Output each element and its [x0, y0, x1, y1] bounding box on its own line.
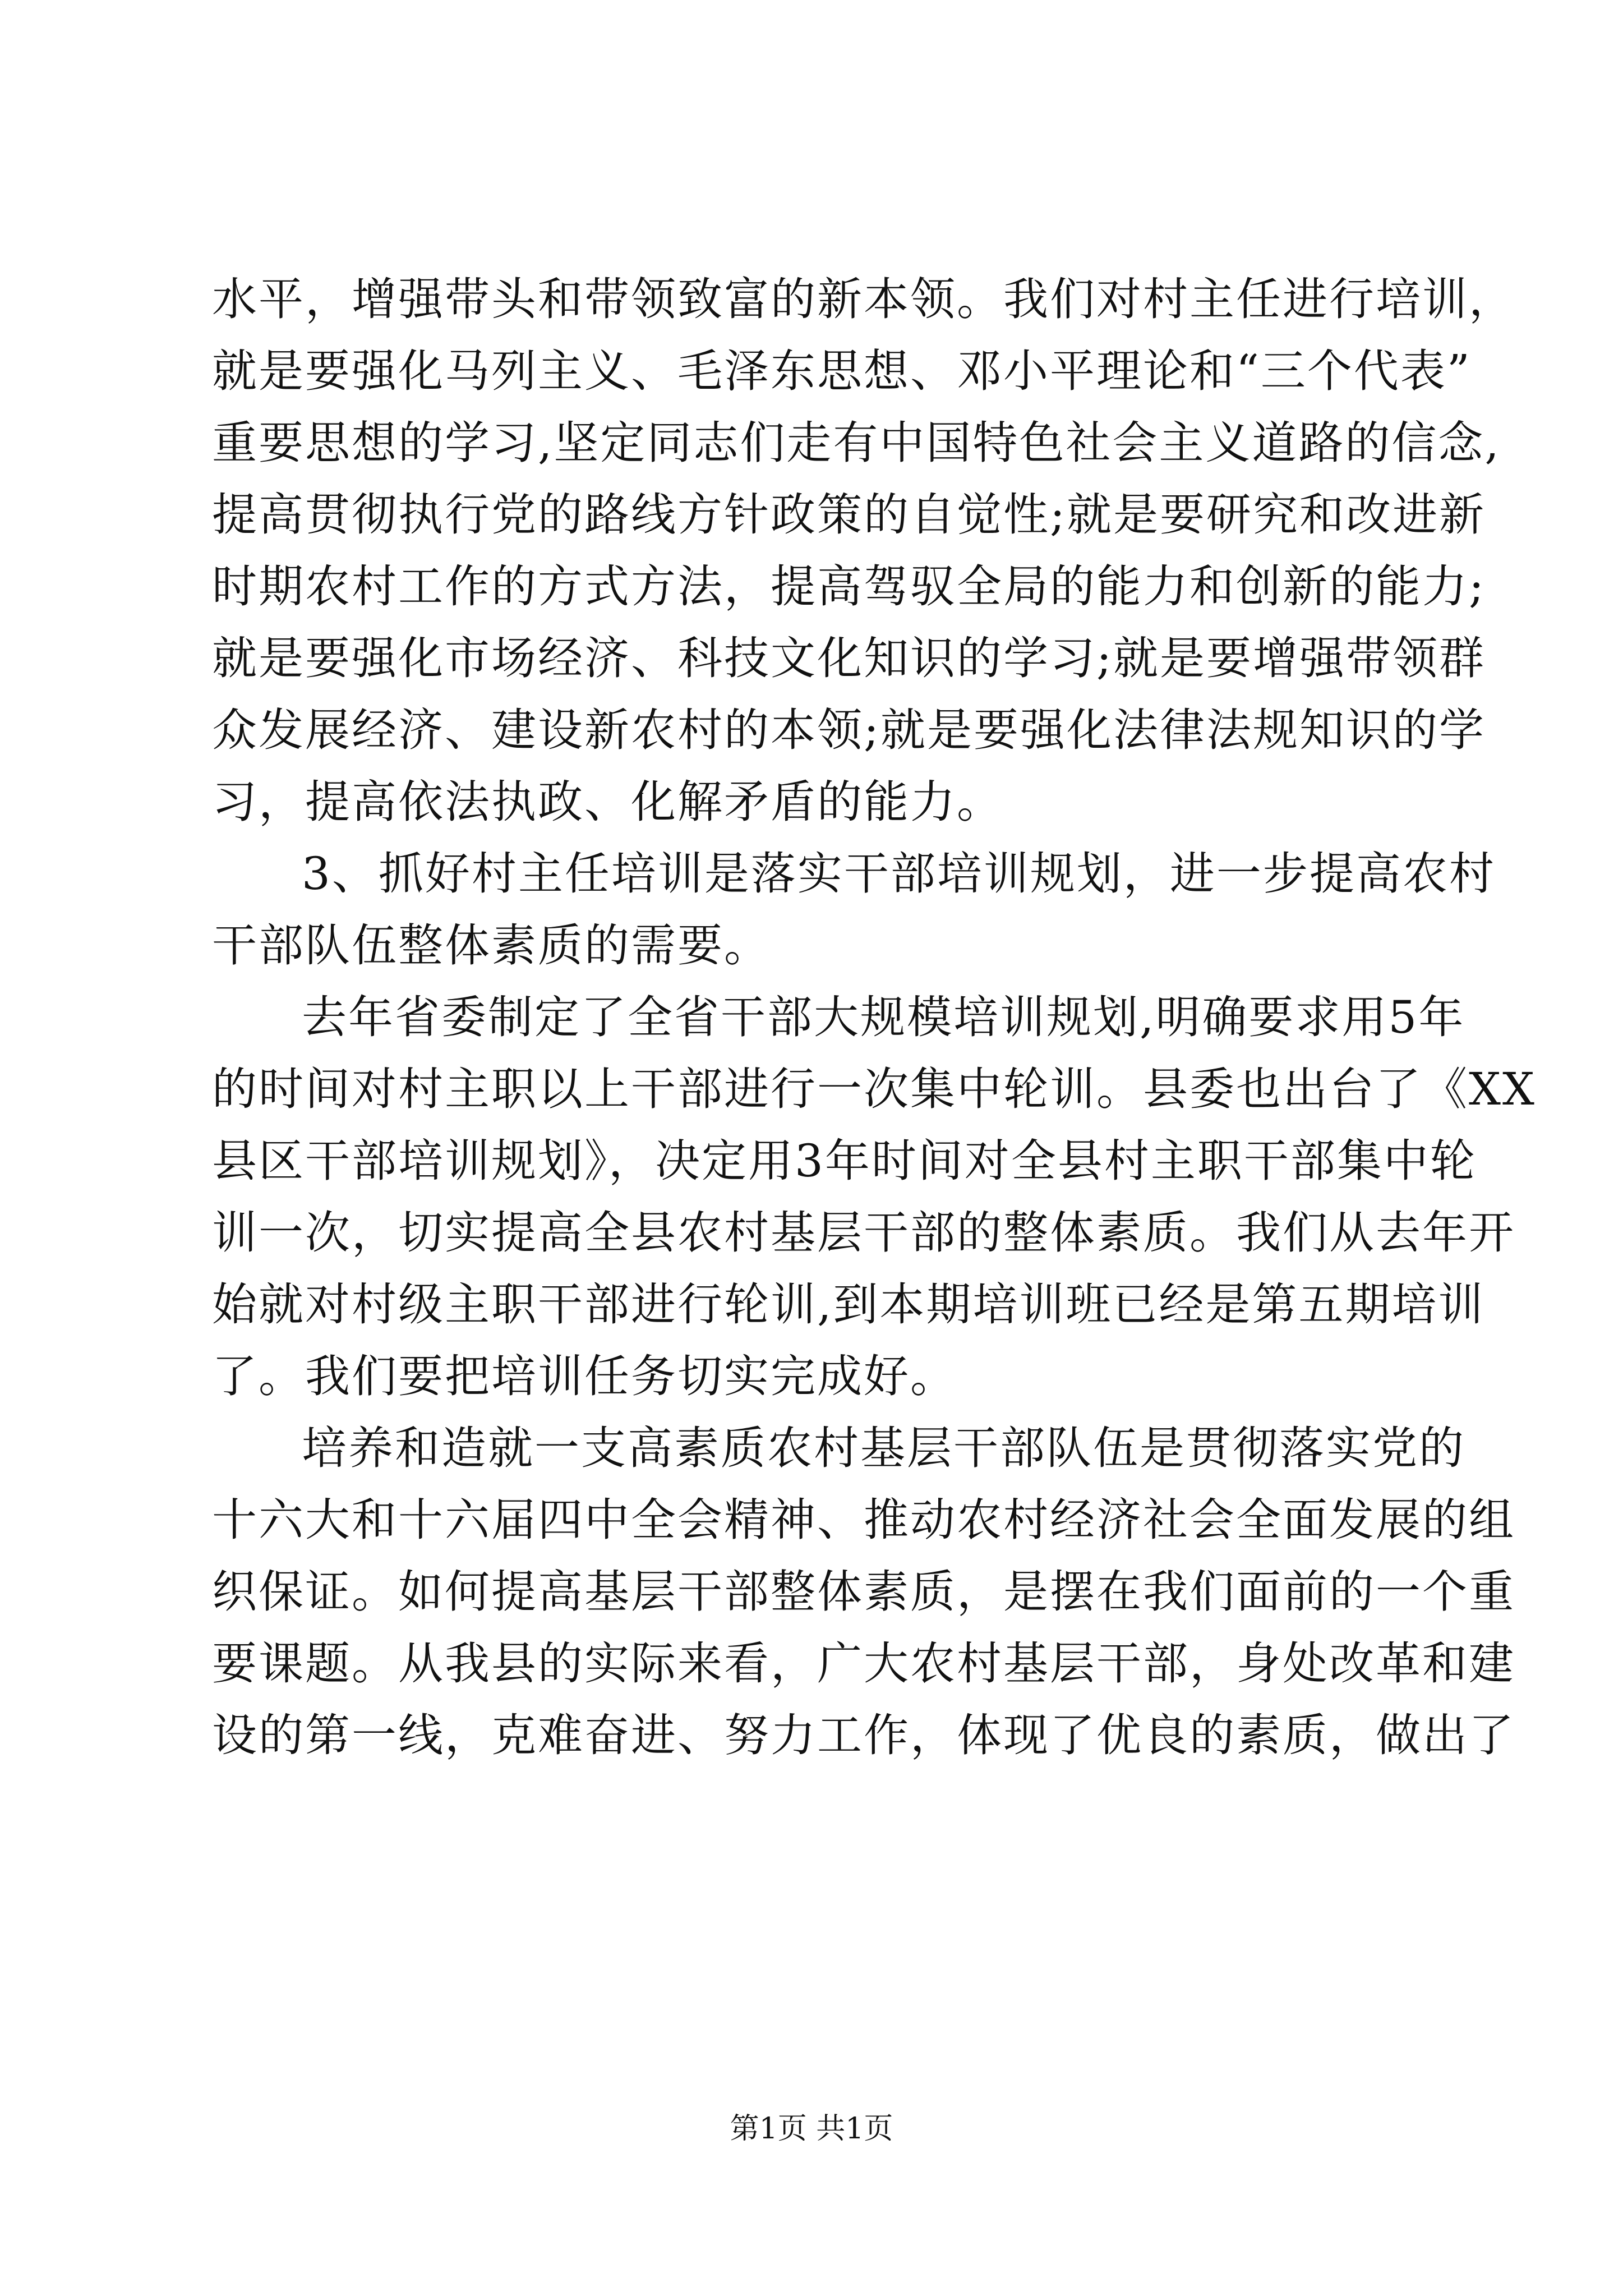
text-line: 提高贯彻执行党的路线方针政策的自觉性;就是要研究和改进新 [212, 489, 1486, 541]
section-heading-line: 3、抓好村主任培训是落实干部培训规划，进一步提高农村 [302, 848, 1496, 900]
text-line: 习，提高依法执政、化解矛盾的能力。 [212, 776, 1003, 828]
text-line: 要课题。从我县的实际来看，广大农村基层干部，身处改革和建 [212, 1637, 1515, 1690]
text-line: 水平，增强带头和带领致富的新本领。我们对村主任进行培训， [212, 273, 1515, 325]
text-line: 去年省委制定了全省干部大规模培训规划,明确要求用5年 [302, 991, 1465, 1043]
section-heading-line: 干部队伍整体素质的需要。 [212, 919, 771, 972]
text-line: 就是要强化市场经济、科技文化知识的学习;就是要增强带领群 [212, 632, 1486, 684]
text-line: 的时间对村主职以上干部进行一次集中轮训。县委也出台了《XX [212, 1063, 1536, 1115]
text-line: 县区干部培训规划》，决定用3年时间对全县村主职干部集中轮 [212, 1135, 1477, 1187]
text-line: 训一次，切实提高全县农村基层干部的整体素质。我们从去年开 [212, 1207, 1515, 1259]
text-line: 织保证。如何提高基层干部整体素质，是摆在我们面前的一个重 [212, 1566, 1515, 1618]
text-line: 培养和造就一支高素质农村基层干部队伍是贯彻落实党的 [302, 1422, 1465, 1474]
text-line: 就是要强化马列主义、毛泽东思想、邓小平理论和“三个代表” [212, 345, 1472, 397]
text-line: 十六大和十六届四中全会精神、推动农村经济社会全面发展的组 [212, 1494, 1515, 1546]
text-line: 设的第一线，克难奋进、努力工作，体现了优良的素质，做出了 [212, 1709, 1515, 1761]
document-body [212, 264, 1536, 1772]
text-line: 了。我们要把培训任务切实完成好。 [212, 1350, 957, 1402]
text-line: 始就对村级主职干部进行轮训,到本期培训班已经是第五期培训 [212, 1278, 1485, 1331]
text-line: 重要思想的学习,坚定同志们走有中国特色社会主义道路的信念, [212, 417, 1501, 469]
text-line: 众发展经济、建设新农村的本领;就是要强化法律法规知识的学 [212, 704, 1486, 756]
page-number: 第1页 共1页 [730, 2112, 893, 2146]
text-line: 时期农村工作的方式方法，提高驾驭全局的能力和创新的能力; [212, 560, 1486, 613]
